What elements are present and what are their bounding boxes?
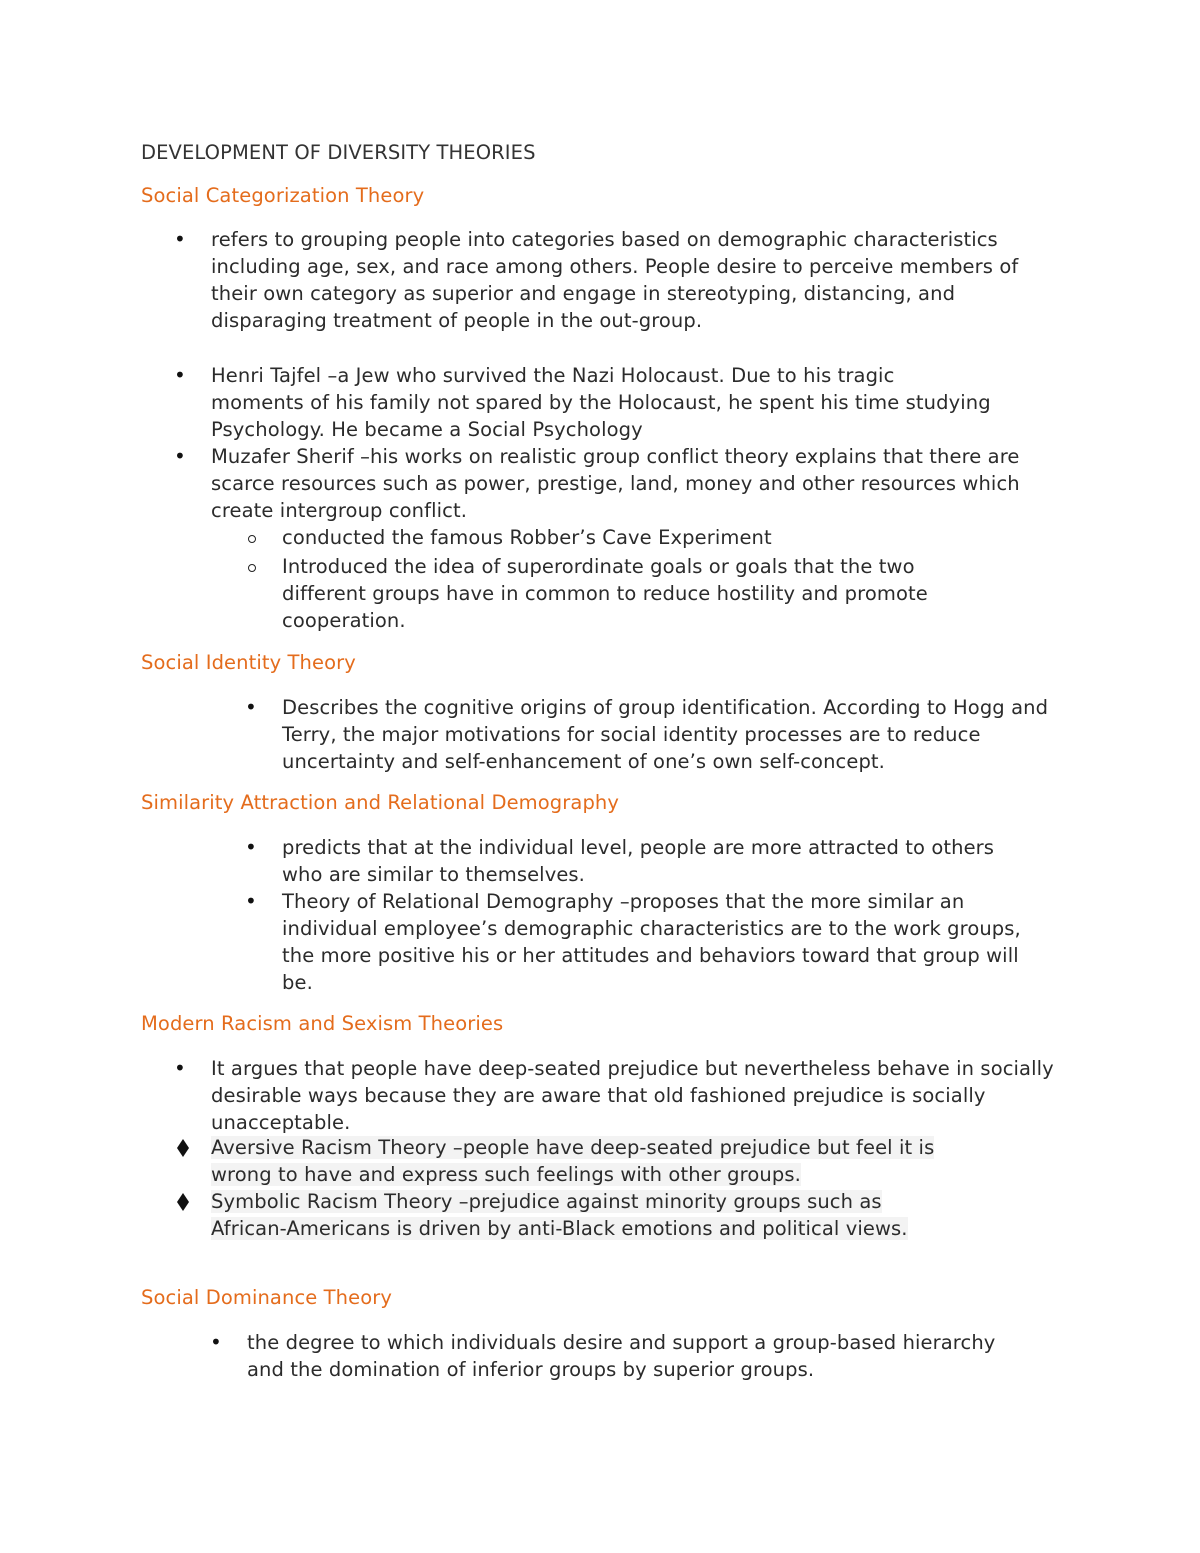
highlighted-text: Aversive Racism Theory –people have deep-seated prejudice but feel it is wrong to have and express such feelings with other groups. — [211, 1136, 935, 1186]
document-title: DEVELOPMENT OF DIVERSITY THEORIES — [141, 141, 536, 164]
bullet-icon: • — [245, 835, 257, 859]
list-item: Describes the cognitive origins of group identification. According to Hogg and Terry, the major motivations for social identity processes are to reduce uncertainty and self-enhancement of one’s own self-concept. — [282, 696, 1049, 773]
bullet-icon: • — [174, 444, 186, 468]
list-item: Theory of Relational Demography –proposes that the more similar an individual employee’s demographic characteristics are to the work groups, the more positive his or her attitudes and behaviors toward that group will be. — [282, 890, 1021, 994]
sub-list-item: Introduced the idea of superordinate goals or goals that the two different groups have in common to reduce hostility and promote cooperation. — [282, 555, 928, 632]
diamond-bullet-icon — [177, 1139, 189, 1157]
list-item: Muzafer Sherif –his works on realistic group conflict theory explains that there are scarce resources such as power, prestige, land, money and other resources which create intergroup conflict. — [211, 445, 1020, 522]
list-item: refers to grouping people into categories based on demographic characteristics including age, sex, and race among others. People desire to perceive members of their own category as superior and engage in stereotyping, distancing, and disparaging treatment of people in the out-group. — [211, 228, 1019, 332]
section-heading-modern-racism: Modern Racism and Sexism Theories — [141, 1012, 504, 1035]
section-heading-similarity-attraction: Similarity Attraction and Relational Demography — [141, 791, 620, 814]
sub-list-item: conducted the famous Robber’s Cave Experiment — [282, 526, 772, 549]
section-heading-social-categorization: Social Categorization Theory — [141, 184, 425, 207]
bullet-icon: • — [174, 227, 186, 251]
highlighted-text: Symbolic Racism Theory –prejudice against minority groups such as African-Americans is driven by anti-Black emotions and political views. — [211, 1190, 908, 1240]
list-item: It argues that people have deep-seated prejudice but nevertheless behave in socially desirable ways because they are aware that old fashioned prejudice is socially unacceptable. — [211, 1057, 1054, 1134]
list-item: the degree to which individuals desire and support a group-based hierarchy and the domination of inferior groups by superior groups. — [247, 1331, 996, 1381]
hollow-circle-bullet-icon — [248, 564, 256, 572]
list-item: predicts that at the individual level, people are more attracted to others who are similar to themselves. — [282, 836, 995, 886]
list-item — [211, 1188, 956, 1242]
section-heading-social-dominance: Social Dominance Theory — [141, 1286, 393, 1309]
bullet-icon: • — [245, 695, 257, 719]
hollow-circle-bullet-icon — [248, 535, 256, 543]
bullet-icon: • — [174, 363, 186, 387]
bullet-icon: • — [210, 1330, 222, 1354]
list-item — [211, 1134, 971, 1188]
diamond-bullet-icon — [177, 1193, 189, 1211]
section-heading-social-identity: Social Identity Theory — [141, 651, 356, 674]
list-item: Henri Tajfel –a Jew who survived the Nazi Holocaust. Due to his tragic moments of his family not spared by the Holocaust, he spent his time studying Psychology. He became a Social Psychology — [211, 364, 991, 441]
bullet-icon: • — [174, 1056, 186, 1080]
bullet-icon: • — [245, 889, 257, 913]
